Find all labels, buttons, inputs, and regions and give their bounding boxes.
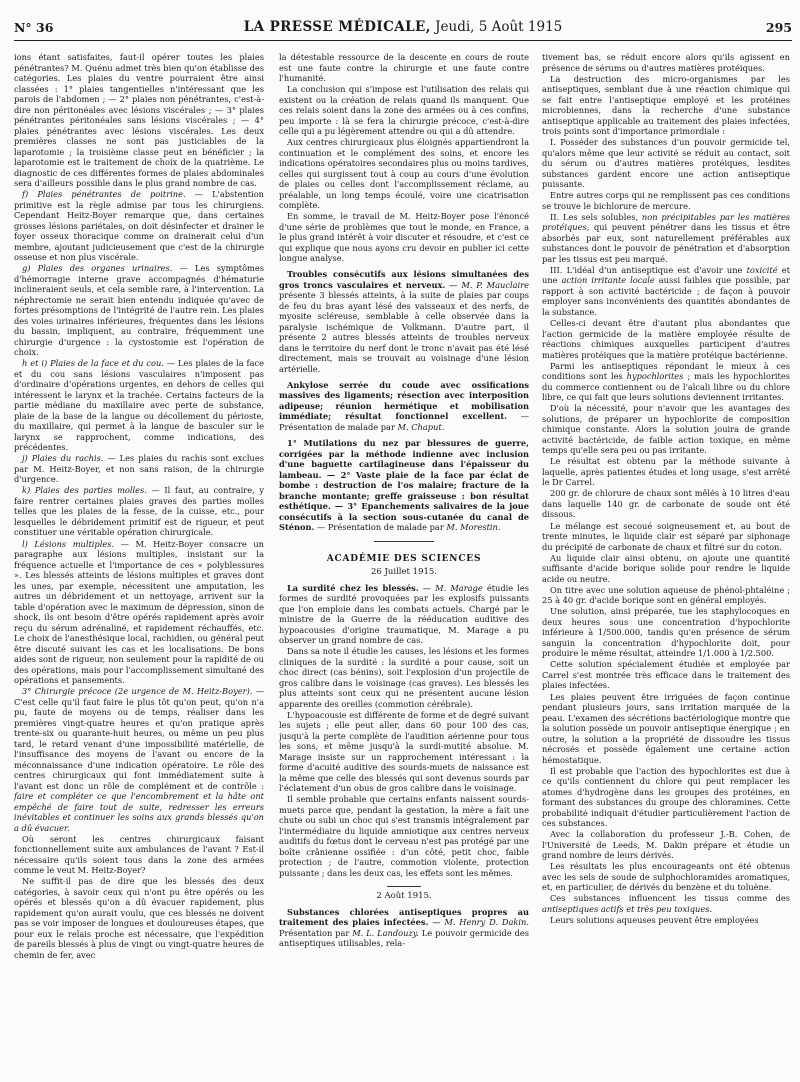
- paragraph-text: présente 3 blessés atteints, à la suite de plaies par coups de feu du bras ayant lésé des vaisseaux et des nerfs, de myosite scléreuse, semblable à celle observée dans la paralysie ischémique de Volkmann. D'autre part, il présente 2 autres blessés atteints de troubles nerveux dans le territoire du nerf dont le tronc n'avait pas été lésé directement, mais se trouvait au voisinage d'une lésion artérielle.: [279, 290, 529, 374]
- column-2: [279, 52, 529, 1074]
- paragraph: Cette solution spécialement étudiée et employée par Carrel s'est montrée très efficace dans le traitement des plaies infectées.: [542, 659, 790, 691]
- paragraph: Aux centres chirurgicaux plus éloignés appartiendront la continuation et le complément des soins, et encore les indications opératoires secondaires plus ou moins tardives, celles qui surgissent tout à coup au cours d'une évolution de plaies ou celles dont l'accomplissement réclame, au préalable, un long temps écoulé, voire une cicatrisation complète.: [279, 137, 529, 211]
- paragraph: La conclusion qui s'impose est l'utilisation des relais qui existent ou la création de relais quand ils manquent. Que ces relais soient dans la zone des armées ou à ces confins, peu importe : là se fera la chirurgie précoce, c'est-à-dire celle qui a pu légèrement attendre ou qui a dû attendre.: [279, 84, 529, 137]
- paragraph: [14, 453, 264, 485]
- paragraph: [14, 189, 264, 263]
- column-1: [14, 52, 264, 1074]
- communication-title: 1° Mutilations du nez par blessures de guerre, corrigées par la méthode indienne avec inclusion d'une baguette cartilagineuse dans l'épaisseur du lambeau. — 2° Vaste plaie de la face par éclat de bombe : destruction de l'os malaire; fracture de la branche montante; greffe graisseuse : bon résultat esthétique. — 3° Epanchements salivaires de la joue consécutifs à la section sous-cutanée du canal de Sténon.: [279, 438, 529, 533]
- paragraph-text: — Les symptômes d'hémorragie interne grave accompagnés d'hématurie inclineraient seuls, et cela semble rare, à l'intervention. La néphrectomie ne serait bien entendu indiquée qu'avec de fortes présomptions de l'intégrité de l'autre rein. Les plaies des voies urinaires inférieures, fréquentes dans les lésions du bassin, impliquent, au contraire, fréquemment une chirurgie d'urgence : la cystostomie est l'opération de choix.: [14, 263, 264, 358]
- paragraph: Leurs solutions aqueuses peuvent être employées: [550, 914, 759, 925]
- paragraph-text: qui peuvent pénétrer dans les tissus et être absorbés par eux, sont naturellement préférables aux substances dont le pouvoir de pénétration et d'absorption par les tissus est peu marqué.: [542, 222, 790, 264]
- session-date: 2 Août 1915.: [376, 891, 432, 902]
- paragraph: Au liquide clair ainsi obtenu, on ajoute une quantité suffisante d'acide borique solide pour rendre le liquide acide ou neutre.: [542, 552, 790, 584]
- author-name: — M. P. Mauclaire: [445, 279, 529, 290]
- section-heading: ACADÉMIE DES SCIENCES: [326, 553, 482, 564]
- paragraph: Les plaies peuvent être irriguées de façon continue pendant plusieurs jours, sans irritation marquée de la peau. L'examen des sécrétions bactériologique montre que la solution possède un pouvoir antiseptique énergique ; en outre, la solution a la propriété de dissoudre les tissus nécrosés et possède également une certaine action hémostatique.: [542, 691, 790, 765]
- paragraph-text: II. Les sels solubles,: [550, 211, 642, 222]
- paragraph: I. Posséder des substances d'un pouvoir germicide tel, qu'alors même que leur activité se réduit au contact, soit du sérum ou d'autres matières protéiques, lesdites substances gardent encore une action antiseptique puissante.: [542, 137, 790, 190]
- subsection-title: k) Plaies des parties molles.: [22, 485, 147, 496]
- emphasis-text: action irritante locale: [561, 275, 655, 286]
- subsection-title: f) Plaies pénétrantes de poitrine.: [22, 189, 186, 200]
- communication-title: La surdité chez les blessés.: [287, 582, 419, 593]
- paragraph: Il semble probable que certains enfants naissent sourds-muets parce que, pendant la gestation, la mère a fait une chute ou subi un choc qui s'est transmis intégralement par l'intermédiaire du liquide amniotique aux centres nerveux auditifs du fœtus dont le cerveau n'est pas protégé par une boîte crânienne ossifiée : d'un côté, petit choc, faible protection ; de l'autre, commotion violente, protection puissante ; dans les deux cas, les effets sont les mêmes.: [279, 794, 529, 878]
- subsection-title: 3° Chirurgie précoce (2e urgence de M. Heitz-Boyer).: [22, 686, 253, 697]
- paragraph: Entre autres corps qui ne remplissent pas ces conditions se trouve le bichlorure de mercure.: [542, 190, 790, 211]
- journal-name: LA PRESSE MÉDICALE,: [243, 19, 431, 35]
- paragraph-text: III. L'idéal d'un antiseptique est d'avoir une: [550, 264, 747, 275]
- paragraph-text: — L'abstention primitive est la règle admise par tous les chirurgiens. Cependant Heitz-Boyer remarque que, dans certaines grosses lésions pariétales, on doit désinfecter et drainer le foyer osseux thoracique comme on drainerait celui d'un membre, ajoutant judicieusement que c'est de la chirurgie osseuse et non plus viscérale.: [14, 189, 264, 263]
- column-3: [542, 52, 790, 1074]
- communication-title: Troubles consécutifs aux lésions simultanées des gros troncs vasculaires et nerveux.: [279, 269, 529, 290]
- paragraph: [542, 361, 790, 403]
- author-name: M. Morestin.: [446, 522, 501, 533]
- paragraph: 200 gr. de chlorure de chaux sont mêlés à 10 litres d'eau dans laquelle 140 gr. de carbonate de soude ont été dissous.: [542, 488, 790, 520]
- paragraph-text: — Présentation de malade par: [314, 522, 447, 533]
- paragraph: Avec la collaboration du professeur J.-B. Cohen, de l'Université de Leeds, M. Dakin prépare et étudie un grand nombre de leurs dérivés.: [542, 829, 790, 861]
- emphasis-text: antiseptiques actifs et très peu toxiques.: [542, 903, 713, 914]
- paragraph: [14, 485, 264, 538]
- paragraph: L'hypoacousie est différente de forme et de degré suivant les sujets ; elle peut aller, dans 60 pour 100 des cas, jusqu'à la perte complète de l'audition aérienne pour tous les sons, et même jusqu'à la surdi-mutité absolue. M. Marage insiste sur un rapprochement intéressant : la forme d'acuité auditive des sourds-muets de naissance est la même que celle des blessés qui sont devenus sourds par l'éclatement d'un obus de gros calibre dans le voisinage.: [279, 709, 529, 794]
- paragraph-text: ; mais les hypochlorites du commerce contiennent ou de l'alcali libre ou du chlore libre, ce qui fait que leurs solutions deviennent irritantes.: [542, 371, 790, 403]
- paragraph-text: — Il faut, au contraire, y faire rentrer certaines plaies graves des parties molles telles que les plaies de la fesse, de la cuisse, etc., pour lesquelles le débridement primitif est de rigueur, et peut constituer une véritable opération chirurgicale.: [14, 485, 264, 538]
- paragraph: Celles-ci devant être d'autant plus abondantes que l'action germicide de la matière employée résulte de réactions chimiques auxquelles participent d'autres matières protéiques que la matière protéique bactérienne.: [542, 318, 790, 360]
- emphasis-text: faire et compléter ce que l'encombrement et la hâte ont empêché de faire tout de suite, redresser les erreurs inévitables et continuer les soins aux grands blessés qu'on a dû évacuer.: [14, 791, 264, 833]
- paragraph: [14, 263, 264, 358]
- communication: [279, 380, 529, 433]
- author-name: M. Chaput.: [397, 421, 445, 432]
- emphasis-text: hypochlorites: [626, 371, 684, 382]
- paragraph: [14, 539, 264, 686]
- emphasis-text: toxicité: [746, 264, 778, 275]
- paragraph-text: Ces substances influencent les tissus comme des: [550, 893, 790, 904]
- emphasis-text: non précipitables par les matières protéiques,: [542, 211, 790, 233]
- paragraph: [14, 358, 264, 453]
- paragraph: On titre avec une solution aqueuse de phénol-phtaléine ; 25 à 40 gr. d'acide borique sont en général employés.: [542, 584, 790, 606]
- subsection-title: g) Plaies des organes urinaires.: [22, 263, 173, 274]
- session-date: 26 Juillet 1915.: [370, 567, 438, 578]
- issue-date: Jeudi, 5 Août 1915: [435, 19, 563, 35]
- paragraph-text: étudie les formes de surdité provoquées par les explosifs puissants que l'on emploie dans les combats actuels. Chargé par le ministre de la Guerre de la rééducation auditive des hypoacousies d'origine traumatique, M. Marage a pu observer un grand nombre de cas.: [279, 582, 529, 646]
- paragraph: [542, 265, 790, 318]
- paragraph-text: — Présentation de malade par: [279, 411, 529, 432]
- paragraph: ions étant satisfaites, faut-il opérer toutes les plaies pénétrantes? M. Quénu admet très bien qu'on établisse des catégories. Les plaies du ventre pourraient être ainsi classées : 1° plaies tangentielles n'intéressant que les parois de l'abdomen ; — 2° plaies non pénétrantes, c'est-à-dire non péritonéales avec lésions viscérales ; — 3° plaies pénétrantes péritonéales sans lésions viscérales ; — 4° plaies pénétrantes avec lésions viscérales. Les deux premières classes ne sont pas justiciables de la laparotomie ; la troisième classe peut en bénéficier ; la laparotomie est le traitement de choix de la quatrième. Le diagnostic de ces différentes formes de plaies abdominales sera d'ailleurs possible dans le plus grand nombre de cas.: [14, 52, 264, 188]
- paragraph: En somme, le travail de M. Heitz-Boyer pose l'énoncé d'une série de problèmes que tout le monde, en France, a le plus grand intérêt à voir discuter et résoudre, et c'est ce qui explique que nous ayons cru devoir en publier ici cette longue analyse.: [279, 211, 529, 264]
- paragraph-text: Parmi les antiseptiques répondant le mieux à ces conditions sont les: [542, 360, 790, 382]
- paragraph-text: Présentation par: [279, 927, 353, 938]
- author-name: — M. Marage: [418, 582, 483, 593]
- subsection-title: h et i) Plaies de la face et du cou.: [22, 358, 164, 369]
- communication: [279, 583, 529, 646]
- paragraph: Les résultats les plus encourageants ont été obtenus avec les sels de soude de sulphochloramides aromatiques, et, en particulier, de dérivés du benzène et du toluène.: [542, 861, 790, 893]
- paragraph-text: Le pouvoir germicide des antiseptiques utilisables, rela-: [279, 927, 529, 949]
- paragraph-text: aussi faibles que possible, par rapport à son activité bactéricide ; de façon à pouvoir employer sans inconvénients des quantités abondantes de la substance.: [542, 275, 790, 317]
- presenter-name: M. L. Landouzy.: [352, 927, 419, 938]
- paragraph: Le mélange est secoué soigneusement et, au bout de trente minutes, le liquide clair est séparé par siphonage du précipité de carbonate de chaux et filtré sur du coton.: [542, 520, 790, 552]
- paragraph: Le résultat est obtenu par la méthode suivante à laquelle, après patientes études et long usage, s'est arrêté le Dr Carrel.: [542, 456, 790, 488]
- subsection-title: j) Plaies du rachis.: [22, 453, 104, 464]
- paragraph: [542, 212, 790, 265]
- page-header: [14, 18, 792, 41]
- paragraph-text: — Les plaies de la face et du cou sans lésions vasculaires n'imposent pas d'ordinaire d'opérations urgentes, en dehors de celles qui intéressent le larynx et la trachée. Certains facteurs de la partie médiane du maxillaire avec perte de substance, plaie de la base de la langue ou décollement du périoste, du maxillaire, qui permet à la langue de basculer sur le larynx se rapprochent, comme indications, des précédentes.: [14, 358, 264, 453]
- paragraph: Dans sa note il étudie les causes, les lésions et les formes cliniques de la surdité : la surdité a pour cause, soit un choc direct (cas bénins), soit l'explosion d'un projectile de gros calibre dans le voisinage (cas graves). Les blessés les plus atteints sont ceux qui ne présentent aucune lésion apparente des oreilles (commotion cérébrale).: [279, 646, 529, 709]
- running-title: [14, 19, 792, 35]
- paragraph: tivement bas, se réduit encore alors qu'ils agissent en présence de sérums ou d'autres matières protéiques.: [542, 52, 790, 73]
- paragraph: Une solution, ainsi préparée, tue les staphylocoques en deux heures sous une concentration d'hypochlorite inférieure à 1/500.000, tandis qu'en présence de sérum sanguin la concentration d'hypochlorite doit, pour produire le même résultat, atteindre 1/1.000 à 1/2.500.: [542, 606, 790, 659]
- communication: [279, 269, 529, 374]
- author-name: — M. Henry D. Dakin.: [428, 917, 529, 928]
- paragraph: La destruction des micro-organismes par les antiseptiques, semblant due à une réaction chimique qui se fait entre l'antiseptique employé et les protéines microbiennes, dans la recherche d'une substance antiseptique applicable au traitement des plaies infectées, trois points sont d'importance primordiale :: [542, 73, 790, 137]
- paragraph-text: — M. Heitz-Boyer consacre un paragraphe aux lésions multiples, insistant sur la fréquence actuelle et l'importance de ces « polyblessures ». Les blessés atteints de lésions multiples et graves dont les unes, par exemple, nécessitent une amputation, les autres un débridement et un nettoyage, arrivent sur la table d'opération avec le maximum de dépression, sinon de shock, ils ont besoin d'être opérés rapidement après avoir reçu du sérum adrénaliné, et rapidement réchauffés, etc. Le choix de l'anesthésique local, rachidien, ou général peut être discuté suivant les cas et les localisations. De bons aides sont de rigueur, non seulement pour la rapidité de ou des opérations, mais pour l'accomplissement simultané des opérations et pansements.: [14, 538, 264, 686]
- paragraph: Ne suffit-il pas de dire que les blessés des deux catégories, à savoir ceux qui n'ont pu être opérés ou les opérés et blessés qu'on a dû évacuer rapidement, plus rapidement qu'on aurait voulu, que ces blessés ne doivent pas se voir imposer de longues et douloureuses étapes, que pour eux le relais proche est nécessaire, que l'expédition de pareils blessés à plus de vingt ou vingt-quatre heures de chemin de fer, avec: [14, 876, 264, 960]
- section-divider: [387, 886, 421, 887]
- page-number: 295: [765, 20, 792, 35]
- paragraph: D'où la nécessité, pour n'avoir que les avantages des solutions, de préparer un hypochlorite de composition chimique constante. Alors la solution jouira de grande activité bactéricide, de faible action toxique, en même temps qu'elle sera peu ou pas irritante.: [542, 403, 790, 456]
- communication: [279, 438, 529, 533]
- paragraph: la détestable ressource de la descente en cours de route est une faute contre la chirurgie et une faute contre l'humanité.: [279, 52, 529, 83]
- paragraph-text: — C'est celle qu'il faut faire le plus tôt qu'on peut, qu'on n'a pu, faute de moyens ou de temps, réaliser dans les premières vingt-quatre heures et qu'on pratique après trente-six ou quarante-huit heures, ou même un peu plus tard, le retard venant d'une impossibilité matérielle, de l'insuffisance des moyens de l'avant ou encore de la méconnaissance d'une indication opératoire. Le rôle des centres chirurgicaux qui font immédiatement suite à l'avant est donc un rôle de complément et de contrôle :: [14, 686, 264, 791]
- paragraph: [14, 686, 264, 833]
- communication-title: Ankylose serrée du coude avec ossifications massives des ligaments; résection avec interposition adipeuse; réunion hermétique et mobilisation immédiate; résultat fonctionnel excellent.: [279, 379, 529, 422]
- section-divider: [374, 541, 434, 542]
- issue-number: N° 36: [14, 20, 54, 35]
- paragraph: Où seront les centres chirurgicaux faisant fonctionnellement suite aux ambulances de l'avant ? Est-il nécessaire qu'ils soient tous dans la zone des armées comme le veut M. Heitz-Boyer?: [14, 833, 264, 876]
- subsection-title: l) Lésions multiples.: [22, 538, 115, 549]
- paragraph: [542, 893, 790, 914]
- paragraph-text: — Les plaies du rachis sont exclues par M. Heitz-Boyer, et non sans raison, de la chirurgie d'urgence.: [14, 453, 264, 485]
- article-columns: [14, 52, 792, 1074]
- paragraph-text: et une: [542, 264, 790, 286]
- communication: [279, 907, 529, 949]
- communication-title: Substances chlorées antiseptiques propres au traitement des plaies infectées.: [279, 906, 529, 928]
- paragraph: Il est probable que l'action des hypochlorites est due à ce qu'ils contiennent du chlore qui peut remplacer les atomes d'hydrogène dans les groupes des protéines, en formant des substances du groupe des chloramines. Cette probabilité indiquait d'étudier particulièrement l'action de ces substances.: [542, 765, 790, 829]
